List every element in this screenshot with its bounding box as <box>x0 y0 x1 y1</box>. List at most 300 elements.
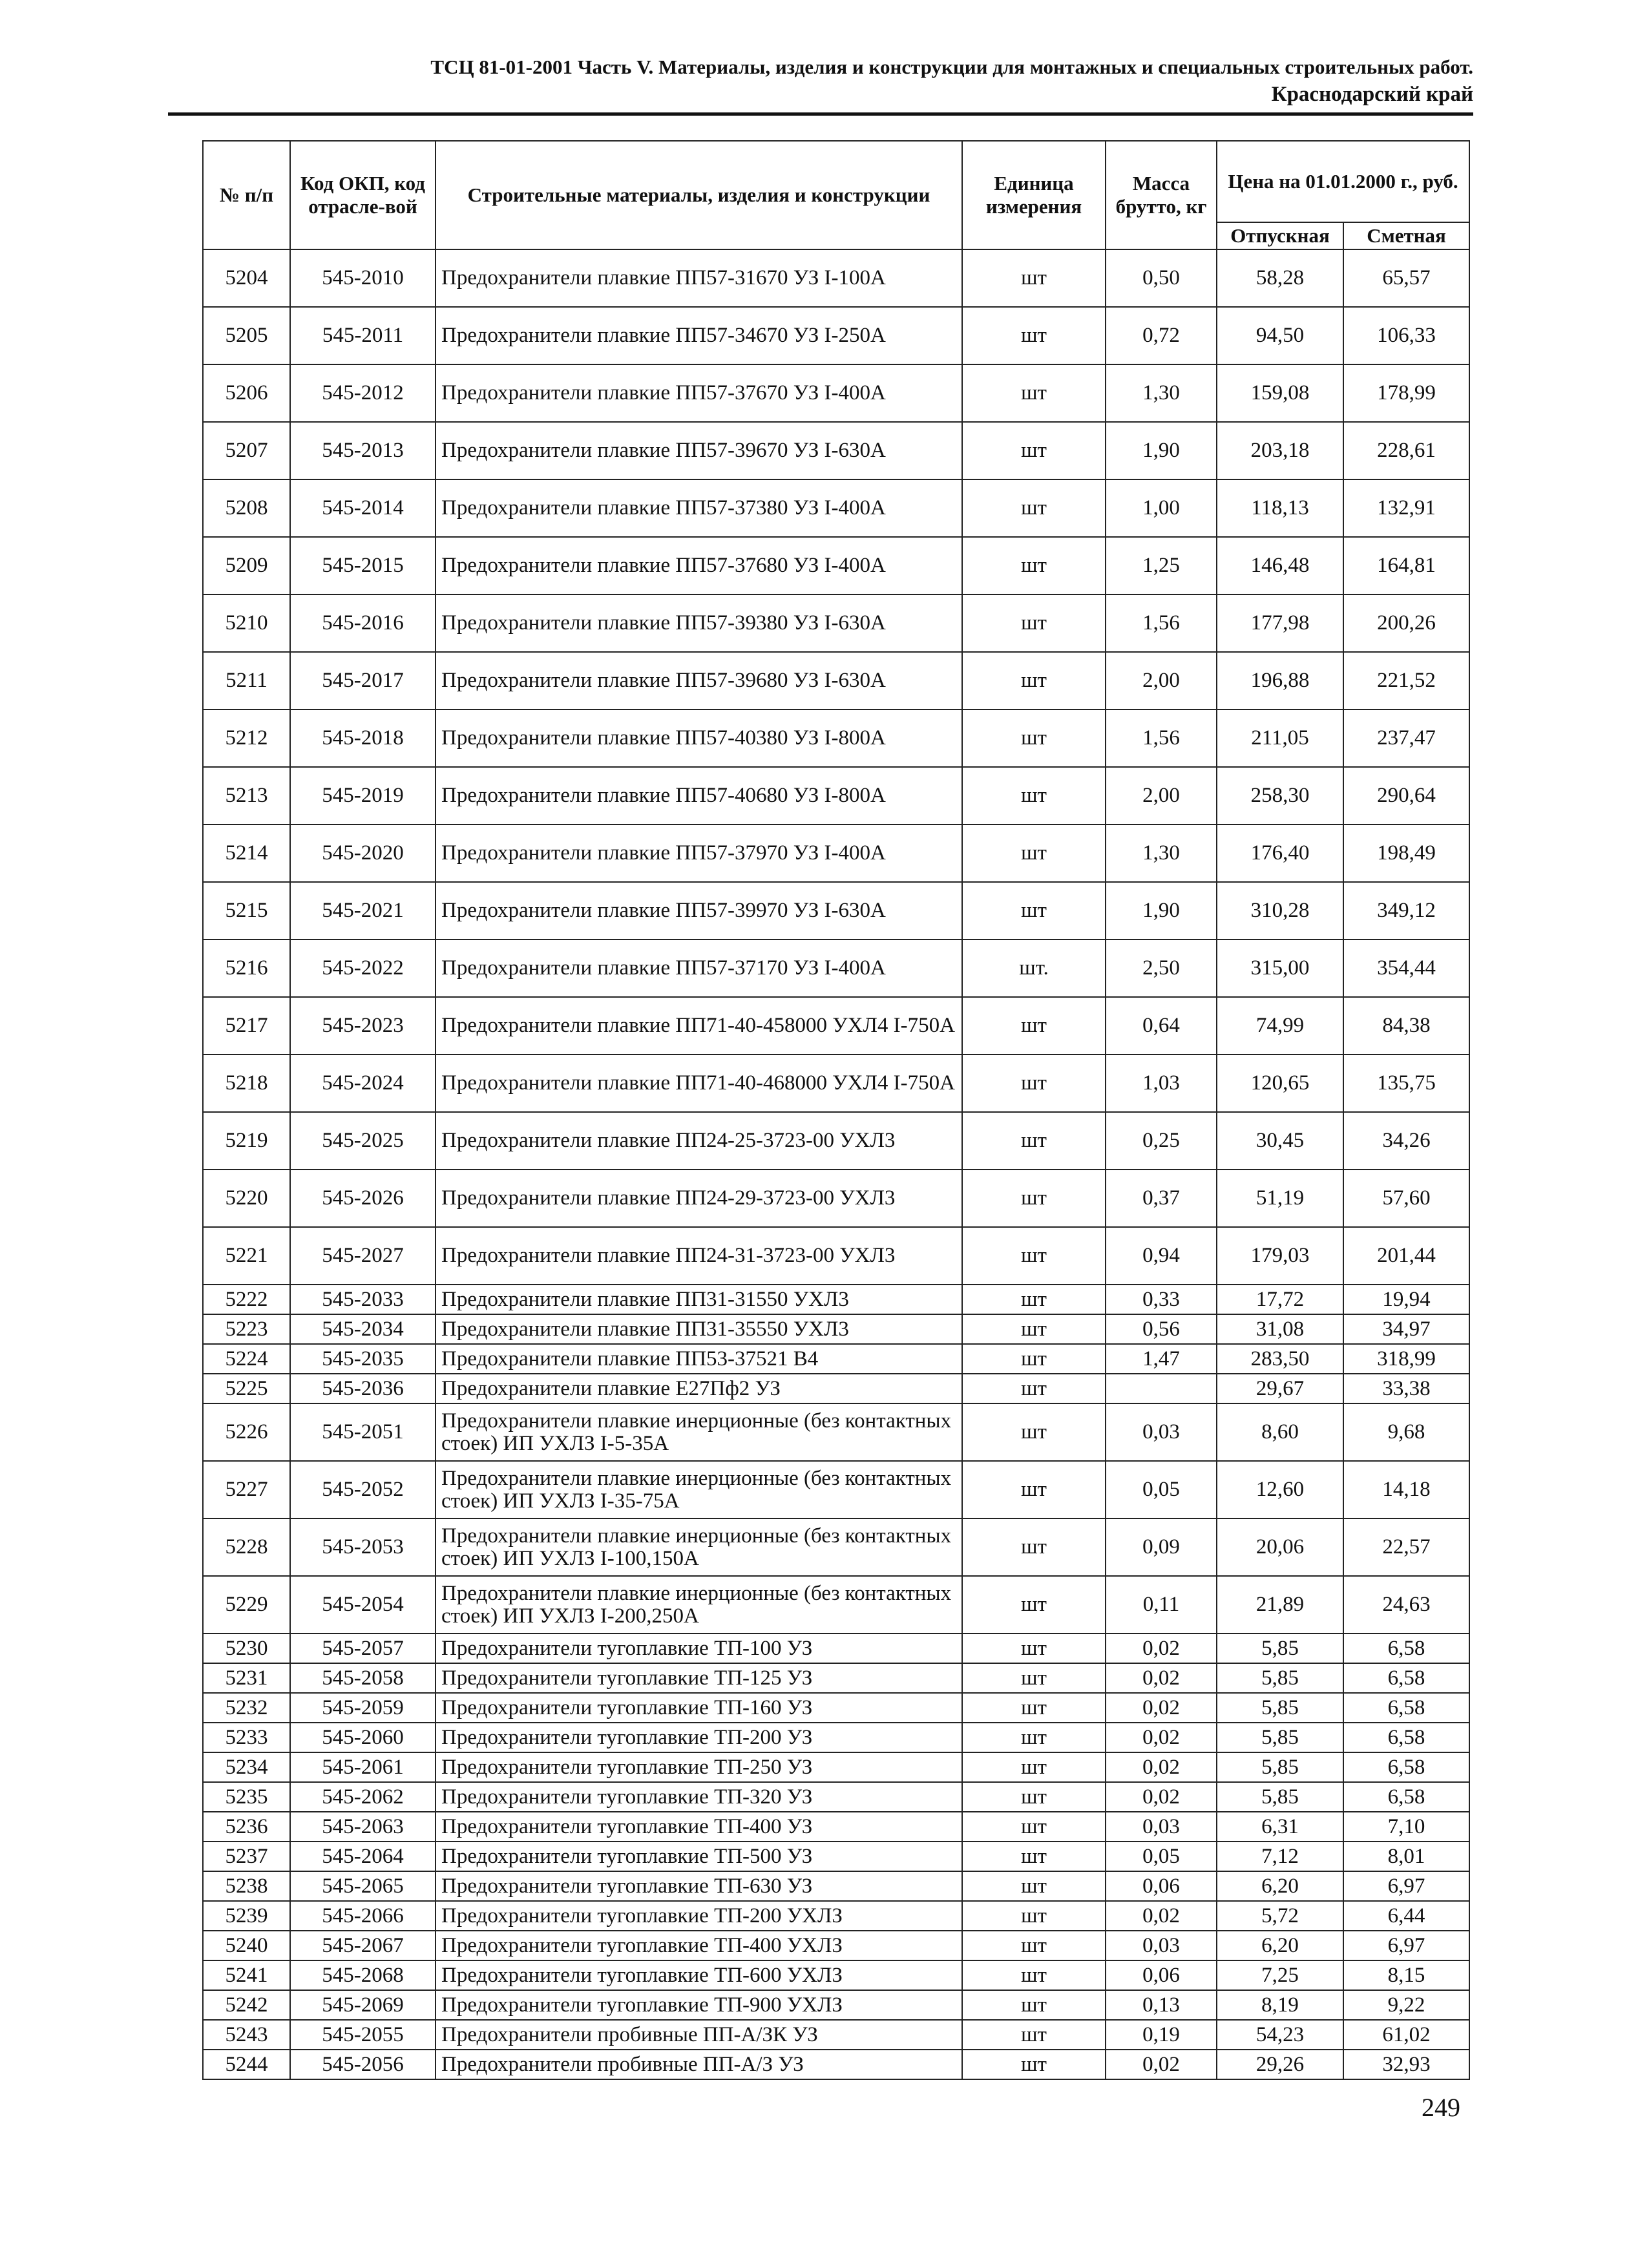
cell-name: Предохранители плавкие ПП57-39670 УЗ I-630А <box>436 422 962 479</box>
cell-wholesale: 5,85 <box>1217 1693 1343 1723</box>
table-row <box>203 1344 1469 1374</box>
cell-estimate: 6,97 <box>1343 1931 1469 1960</box>
table-row <box>203 1518 1469 1576</box>
table-row <box>203 537 1469 594</box>
cell-wholesale: 21,89 <box>1217 1576 1343 1633</box>
cell-num: 5230 <box>203 1633 290 1663</box>
cell-unit: шт <box>962 249 1106 307</box>
cell-mass: 0,02 <box>1106 1901 1217 1931</box>
cell-estimate: 8,15 <box>1343 1960 1469 1990</box>
cell-num: 5227 <box>203 1461 290 1518</box>
cell-unit: шт <box>962 1374 1106 1403</box>
cell-wholesale: 31,08 <box>1217 1314 1343 1344</box>
cell-wholesale: 159,08 <box>1217 364 1343 422</box>
cell-code: 545-2058 <box>290 1663 436 1693</box>
cell-code: 545-2017 <box>290 652 436 709</box>
column-header-name: Строительные материалы, изделия и конструкции <box>436 141 962 249</box>
table-row <box>203 1990 1469 2020</box>
cell-name: Предохранители тугоплавкие ТП-630 УЗ <box>436 1871 962 1901</box>
cell-mass: 1,56 <box>1106 594 1217 652</box>
cell-code: 545-2014 <box>290 479 436 537</box>
cell-wholesale: 74,99 <box>1217 997 1343 1055</box>
cell-mass: 2,50 <box>1106 940 1217 997</box>
cell-wholesale: 118,13 <box>1217 479 1343 537</box>
cell-wholesale: 6,20 <box>1217 1871 1343 1901</box>
cell-unit: шт <box>962 1812 1106 1842</box>
cell-code: 545-2015 <box>290 537 436 594</box>
cell-mass: 1,25 <box>1106 537 1217 594</box>
table-row <box>203 1931 1469 1960</box>
cell-mass: 1,56 <box>1106 709 1217 767</box>
table-row <box>203 997 1469 1055</box>
cell-name: Предохранители тугоплавкие ТП-125 УЗ <box>436 1663 962 1693</box>
cell-wholesale: 120,65 <box>1217 1055 1343 1112</box>
cell-unit: шт <box>962 1931 1106 1960</box>
cell-estimate: 6,58 <box>1343 1723 1469 1752</box>
table-row <box>203 1285 1469 1314</box>
cell-unit: шт <box>962 1693 1106 1723</box>
cell-mass: 0,02 <box>1106 1752 1217 1782</box>
cell-name: Предохранители плавкие ПП24-31-3723-00 УХЛ3 <box>436 1227 962 1285</box>
cell-name: Предохранители пробивные ПП-А/З УЗ <box>436 2050 962 2079</box>
cell-num: 5239 <box>203 1901 290 1931</box>
cell-estimate: 349,12 <box>1343 882 1469 940</box>
cell-code: 545-2063 <box>290 1812 436 1842</box>
cell-mass: 0,94 <box>1106 1227 1217 1285</box>
cell-num: 5233 <box>203 1723 290 1752</box>
cell-wholesale: 94,50 <box>1217 307 1343 364</box>
cell-unit: шт <box>962 307 1106 364</box>
cell-code: 545-2055 <box>290 2020 436 2050</box>
cell-unit: шт <box>962 767 1106 824</box>
cell-estimate: 201,44 <box>1343 1227 1469 1285</box>
cell-estimate: 132,91 <box>1343 479 1469 537</box>
cell-wholesale: 283,50 <box>1217 1344 1343 1374</box>
cell-estimate: 178,99 <box>1343 364 1469 422</box>
cell-code: 545-2064 <box>290 1842 436 1871</box>
cell-name: Предохранители плавкие ПП57-39680 УЗ I-630А <box>436 652 962 709</box>
table-row <box>203 882 1469 940</box>
cell-code: 545-2023 <box>290 997 436 1055</box>
cell-wholesale: 5,72 <box>1217 1901 1343 1931</box>
cell-unit: шт <box>962 1055 1106 1112</box>
header-divider <box>168 112 1473 116</box>
cell-num: 5224 <box>203 1344 290 1374</box>
cell-mass: 1,03 <box>1106 1055 1217 1112</box>
cell-estimate: 9,22 <box>1343 1990 1469 2020</box>
cell-unit: шт <box>962 1901 1106 1931</box>
cell-unit: шт <box>962 2020 1106 2050</box>
cell-code: 545-2061 <box>290 1752 436 1782</box>
cell-num: 5212 <box>203 709 290 767</box>
cell-code: 545-2021 <box>290 882 436 940</box>
cell-estimate: 33,38 <box>1343 1374 1469 1403</box>
cell-estimate: 84,38 <box>1343 997 1469 1055</box>
cell-num: 5229 <box>203 1576 290 1633</box>
cell-wholesale: 51,19 <box>1217 1170 1343 1227</box>
cell-estimate: 65,57 <box>1343 249 1469 307</box>
cell-code: 545-2054 <box>290 1576 436 1633</box>
cell-unit: шт <box>962 1314 1106 1344</box>
cell-estimate: 318,99 <box>1343 1344 1469 1374</box>
cell-num: 5206 <box>203 364 290 422</box>
cell-code: 545-2060 <box>290 1723 436 1752</box>
cell-estimate: 6,58 <box>1343 1633 1469 1663</box>
cell-mass: 0,03 <box>1106 1931 1217 1960</box>
cell-estimate: 354,44 <box>1343 940 1469 997</box>
cell-wholesale: 7,25 <box>1217 1960 1343 1990</box>
cell-estimate: 34,97 <box>1343 1314 1469 1344</box>
table-row <box>203 1403 1469 1461</box>
table-row <box>203 940 1469 997</box>
table-row <box>203 422 1469 479</box>
cell-mass: 1,90 <box>1106 422 1217 479</box>
cell-code: 545-2059 <box>290 1693 436 1723</box>
cell-num: 5234 <box>203 1752 290 1782</box>
cell-unit: шт <box>962 364 1106 422</box>
table-row <box>203 2050 1469 2079</box>
cell-mass: 0,11 <box>1106 1576 1217 1633</box>
cell-code: 545-2026 <box>290 1170 436 1227</box>
table-row <box>203 1812 1469 1842</box>
table-row <box>203 1693 1469 1723</box>
cell-wholesale: 310,28 <box>1217 882 1343 940</box>
cell-unit: шт <box>962 422 1106 479</box>
table-row <box>203 1901 1469 1931</box>
cell-estimate: 22,57 <box>1343 1518 1469 1576</box>
cell-estimate: 237,47 <box>1343 709 1469 767</box>
cell-wholesale: 29,67 <box>1217 1374 1343 1403</box>
cell-wholesale: 6,20 <box>1217 1931 1343 1960</box>
cell-unit: шт <box>962 1960 1106 1990</box>
cell-mass <box>1106 1374 1217 1403</box>
table-row <box>203 1752 1469 1782</box>
cell-num: 5243 <box>203 2020 290 2050</box>
cell-unit: шт <box>962 1344 1106 1374</box>
table-row <box>203 709 1469 767</box>
table-row <box>203 1055 1469 1112</box>
page-header-title: ТСЦ 81-01-2001 Часть V. Материалы, изделия и конструкции для монтажных и специальных строительных работ. <box>430 56 1473 78</box>
cell-mass: 0,25 <box>1106 1112 1217 1170</box>
table-row <box>203 1170 1469 1227</box>
cell-num: 5226 <box>203 1403 290 1461</box>
cell-unit: шт <box>962 1285 1106 1314</box>
cell-wholesale: 146,48 <box>1217 537 1343 594</box>
cell-wholesale: 5,85 <box>1217 1752 1343 1782</box>
cell-mass: 0,33 <box>1106 1285 1217 1314</box>
table-row <box>203 1960 1469 1990</box>
cell-num: 5218 <box>203 1055 290 1112</box>
cell-estimate: 6,58 <box>1343 1782 1469 1812</box>
cell-mass: 0,09 <box>1106 1518 1217 1576</box>
table-row <box>203 652 1469 709</box>
cell-estimate: 6,58 <box>1343 1752 1469 1782</box>
cell-name: Предохранители плавкие ПП57-34670 УЗ I-250А <box>436 307 962 364</box>
cell-code: 545-2016 <box>290 594 436 652</box>
cell-wholesale: 30,45 <box>1217 1112 1343 1170</box>
cell-code: 545-2035 <box>290 1344 436 1374</box>
cell-num: 5211 <box>203 652 290 709</box>
cell-code: 545-2012 <box>290 364 436 422</box>
cell-mass: 0,72 <box>1106 307 1217 364</box>
table-row <box>203 1842 1469 1871</box>
column-header-code: Код ОКП, код отрасле-вой <box>290 141 436 249</box>
cell-num: 5221 <box>203 1227 290 1285</box>
cell-wholesale: 20,06 <box>1217 1518 1343 1576</box>
cell-unit: шт <box>962 1752 1106 1782</box>
cell-num: 5231 <box>203 1663 290 1693</box>
table-row <box>203 1112 1469 1170</box>
table-row <box>203 1782 1469 1812</box>
cell-mass: 0,02 <box>1106 1723 1217 1752</box>
cell-num: 5219 <box>203 1112 290 1170</box>
cell-num: 5238 <box>203 1871 290 1901</box>
table-body <box>203 249 1469 2079</box>
cell-mass: 0,03 <box>1106 1812 1217 1842</box>
table-row <box>203 824 1469 882</box>
cell-unit: шт <box>962 1842 1106 1871</box>
cell-wholesale: 177,98 <box>1217 594 1343 652</box>
cell-mass: 0,06 <box>1106 1871 1217 1901</box>
cell-estimate: 290,64 <box>1343 767 1469 824</box>
cell-name: Предохранители плавкие ПП57-37680 УЗ I-400А <box>436 537 962 594</box>
cell-wholesale: 176,40 <box>1217 824 1343 882</box>
cell-code: 545-2020 <box>290 824 436 882</box>
cell-estimate: 14,18 <box>1343 1461 1469 1518</box>
cell-mass: 2,00 <box>1106 767 1217 824</box>
cell-code: 545-2056 <box>290 2050 436 2079</box>
cell-wholesale: 211,05 <box>1217 709 1343 767</box>
cell-estimate: 61,02 <box>1343 2020 1469 2050</box>
cell-unit: шт <box>962 1403 1106 1461</box>
table-row <box>203 1663 1469 1693</box>
cell-unit: шт <box>962 709 1106 767</box>
cell-estimate: 200,26 <box>1343 594 1469 652</box>
cell-code: 545-2019 <box>290 767 436 824</box>
table-row <box>203 594 1469 652</box>
cell-unit: шт <box>962 1170 1106 1227</box>
cell-unit: шт <box>962 1871 1106 1901</box>
table-row <box>203 1374 1469 1403</box>
cell-name: Предохранители плавкие инерционные (без контактных стоек) ИП УХЛЗ I-35-75А <box>436 1461 962 1518</box>
cell-mass: 0,02 <box>1106 2050 1217 2079</box>
cell-estimate: 32,93 <box>1343 2050 1469 2079</box>
cell-name: Предохранители плавкие ПП57-39380 УЗ I-630А <box>436 594 962 652</box>
cell-code: 545-2025 <box>290 1112 436 1170</box>
cell-wholesale: 203,18 <box>1217 422 1343 479</box>
cell-mass: 0,02 <box>1106 1663 1217 1693</box>
cell-unit: шт <box>962 594 1106 652</box>
cell-estimate: 164,81 <box>1343 537 1469 594</box>
cell-num: 5235 <box>203 1782 290 1812</box>
cell-name: Предохранители плавкие ПП57-37170 УЗ I-400А <box>436 940 962 997</box>
cell-mass: 0,05 <box>1106 1461 1217 1518</box>
cell-num: 5215 <box>203 882 290 940</box>
cell-mass: 1,47 <box>1106 1344 1217 1374</box>
cell-num: 5216 <box>203 940 290 997</box>
table-row <box>203 249 1469 307</box>
cell-unit: шт. <box>962 940 1106 997</box>
page-header-region: Краснодарский край <box>1271 83 1473 106</box>
cell-estimate: 228,61 <box>1343 422 1469 479</box>
column-header-num: № п/п <box>203 141 290 249</box>
cell-code: 545-2033 <box>290 1285 436 1314</box>
table-row <box>203 479 1469 537</box>
cell-name: Предохранители тугоплавкие ТП-200 УЗ <box>436 1723 962 1752</box>
cell-name: Предохранители тугоплавкие ТП-900 УХЛЗ <box>436 1990 962 2020</box>
cell-num: 5210 <box>203 594 290 652</box>
table-row <box>203 767 1469 824</box>
price-table <box>202 140 1470 2080</box>
cell-wholesale: 8,19 <box>1217 1990 1343 2020</box>
cell-code: 545-2057 <box>290 1633 436 1663</box>
cell-estimate: 57,60 <box>1343 1170 1469 1227</box>
cell-unit: шт <box>962 1782 1106 1812</box>
cell-name: Предохранители тугоплавкие ТП-100 УЗ <box>436 1633 962 1663</box>
cell-wholesale: 12,60 <box>1217 1461 1343 1518</box>
cell-mass: 1,90 <box>1106 882 1217 940</box>
cell-estimate: 7,10 <box>1343 1812 1469 1842</box>
cell-num: 5209 <box>203 537 290 594</box>
cell-name: Предохранители тугоплавкие ТП-320 УЗ <box>436 1782 962 1812</box>
cell-name: Предохранители тугоплавкие ТП-160 УЗ <box>436 1693 962 1723</box>
cell-wholesale: 5,85 <box>1217 1663 1343 1693</box>
cell-unit: шт <box>962 652 1106 709</box>
table-row <box>203 1871 1469 1901</box>
cell-wholesale: 54,23 <box>1217 2020 1343 2050</box>
cell-name: Предохранители плавкие ПП57-40380 УЗ I-800А <box>436 709 962 767</box>
cell-estimate: 34,26 <box>1343 1112 1469 1170</box>
cell-name: Предохранители плавкие ПП31-31550 УХЛ3 <box>436 1285 962 1314</box>
table-row <box>203 1314 1469 1344</box>
cell-estimate: 221,52 <box>1343 652 1469 709</box>
cell-name: Предохранители плавкие ПП31-35550 УХЛ3 <box>436 1314 962 1344</box>
cell-code: 545-2062 <box>290 1782 436 1812</box>
table-row <box>203 307 1469 364</box>
cell-name: Предохранители плавкие ПП24-29-3723-00 УХЛ3 <box>436 1170 962 1227</box>
cell-code: 545-2053 <box>290 1518 436 1576</box>
cell-num: 5236 <box>203 1812 290 1842</box>
cell-name: Предохранители плавкие ПП24-25-3723-00 УХЛ3 <box>436 1112 962 1170</box>
cell-wholesale: 5,85 <box>1217 1723 1343 1752</box>
table-row <box>203 364 1469 422</box>
cell-wholesale: 5,85 <box>1217 1782 1343 1812</box>
cell-code: 545-2036 <box>290 1374 436 1403</box>
cell-code: 545-2018 <box>290 709 436 767</box>
cell-name: Предохранители плавкие ПП71-40-458000 УХЛ4 I-750А <box>436 997 962 1055</box>
cell-num: 5244 <box>203 2050 290 2079</box>
cell-name: Предохранители плавкие ПП57-31670 УЗ I-100А <box>436 249 962 307</box>
cell-mass: 1,00 <box>1106 479 1217 537</box>
cell-estimate: 135,75 <box>1343 1055 1469 1112</box>
table-row <box>203 1576 1469 1633</box>
cell-code: 545-2013 <box>290 422 436 479</box>
cell-num: 5207 <box>203 422 290 479</box>
cell-mass: 0,56 <box>1106 1314 1217 1344</box>
cell-code: 545-2065 <box>290 1871 436 1901</box>
cell-code: 545-2024 <box>290 1055 436 1112</box>
cell-estimate: 6,58 <box>1343 1693 1469 1723</box>
cell-code: 545-2068 <box>290 1960 436 1990</box>
cell-unit: шт <box>962 824 1106 882</box>
cell-num: 5205 <box>203 307 290 364</box>
cell-code: 545-2051 <box>290 1403 436 1461</box>
table-row <box>203 2020 1469 2050</box>
cell-mass: 1,30 <box>1106 364 1217 422</box>
cell-code: 545-2066 <box>290 1901 436 1931</box>
cell-unit: шт <box>962 1576 1106 1633</box>
cell-unit: шт <box>962 1633 1106 1663</box>
cell-estimate: 24,63 <box>1343 1576 1469 1633</box>
cell-name: Предохранители плавкие ПП57-39970 УЗ I-630А <box>436 882 962 940</box>
cell-wholesale: 315,00 <box>1217 940 1343 997</box>
cell-num: 5217 <box>203 997 290 1055</box>
cell-name: Предохранители плавкие инерционные (без контактных стоек) ИП УХЛЗ I-200,250А <box>436 1576 962 1633</box>
cell-code: 545-2010 <box>290 249 436 307</box>
cell-name: Предохранители плавкие ПП57-40680 УЗ I-800А <box>436 767 962 824</box>
cell-num: 5213 <box>203 767 290 824</box>
cell-name: Предохранители плавкие ПП53-37521 В4 <box>436 1344 962 1374</box>
cell-wholesale: 6,31 <box>1217 1812 1343 1842</box>
cell-estimate: 9,68 <box>1343 1403 1469 1461</box>
cell-unit: шт <box>962 1723 1106 1752</box>
cell-wholesale: 179,03 <box>1217 1227 1343 1285</box>
cell-unit: шт <box>962 1518 1106 1576</box>
cell-unit: шт <box>962 882 1106 940</box>
cell-name: Предохранители пробивные ПП-А/ЗК УЗ <box>436 2020 962 2050</box>
cell-num: 5241 <box>203 1960 290 1990</box>
cell-unit: шт <box>962 537 1106 594</box>
cell-num: 5232 <box>203 1693 290 1723</box>
cell-mass: 0,64 <box>1106 997 1217 1055</box>
cell-estimate: 19,94 <box>1343 1285 1469 1314</box>
cell-unit: шт <box>962 1227 1106 1285</box>
cell-num: 5225 <box>203 1374 290 1403</box>
cell-unit: шт <box>962 2050 1106 2079</box>
cell-num: 5242 <box>203 1990 290 2020</box>
cell-code: 545-2022 <box>290 940 436 997</box>
cell-mass: 0,19 <box>1106 2020 1217 2050</box>
cell-num: 5228 <box>203 1518 290 1576</box>
cell-unit: шт <box>962 997 1106 1055</box>
column-header-price-group: Цена на 01.01.2000 г., руб. <box>1217 141 1469 222</box>
column-header-wholesale: Отпускная <box>1217 222 1343 249</box>
cell-code: 545-2069 <box>290 1990 436 2020</box>
cell-name: Предохранители плавкие инерционные (без контактных стоек) ИП УХЛЗ I-100,150А <box>436 1518 962 1576</box>
cell-mass: 0,02 <box>1106 1782 1217 1812</box>
cell-estimate: 6,44 <box>1343 1901 1469 1931</box>
cell-name: Предохранители плавкие инерционные (без контактных стоек) ИП УХЛЗ I-5-35А <box>436 1403 962 1461</box>
cell-estimate: 6,97 <box>1343 1871 1469 1901</box>
cell-name: Предохранители плавкие ПП57-37380 УЗ I-400А <box>436 479 962 537</box>
cell-mass: 0,13 <box>1106 1990 1217 2020</box>
cell-name: Предохранители тугоплавкие ТП-600 УХЛЗ <box>436 1960 962 1990</box>
cell-wholesale: 196,88 <box>1217 652 1343 709</box>
cell-estimate: 106,33 <box>1343 307 1469 364</box>
cell-mass: 0,37 <box>1106 1170 1217 1227</box>
cell-mass: 1,30 <box>1106 824 1217 882</box>
cell-mass: 0,02 <box>1106 1633 1217 1663</box>
cell-num: 5204 <box>203 249 290 307</box>
cell-wholesale: 8,60 <box>1217 1403 1343 1461</box>
table-row <box>203 1227 1469 1285</box>
cell-wholesale: 5,85 <box>1217 1633 1343 1663</box>
cell-mass: 0,06 <box>1106 1960 1217 1990</box>
cell-name: Предохранители тугоплавкие ТП-400 УХЛЗ <box>436 1931 962 1960</box>
cell-name: Предохранители тугоплавкие ТП-200 УХЛЗ <box>436 1901 962 1931</box>
cell-unit: шт <box>962 1112 1106 1170</box>
cell-mass: 0,03 <box>1106 1403 1217 1461</box>
